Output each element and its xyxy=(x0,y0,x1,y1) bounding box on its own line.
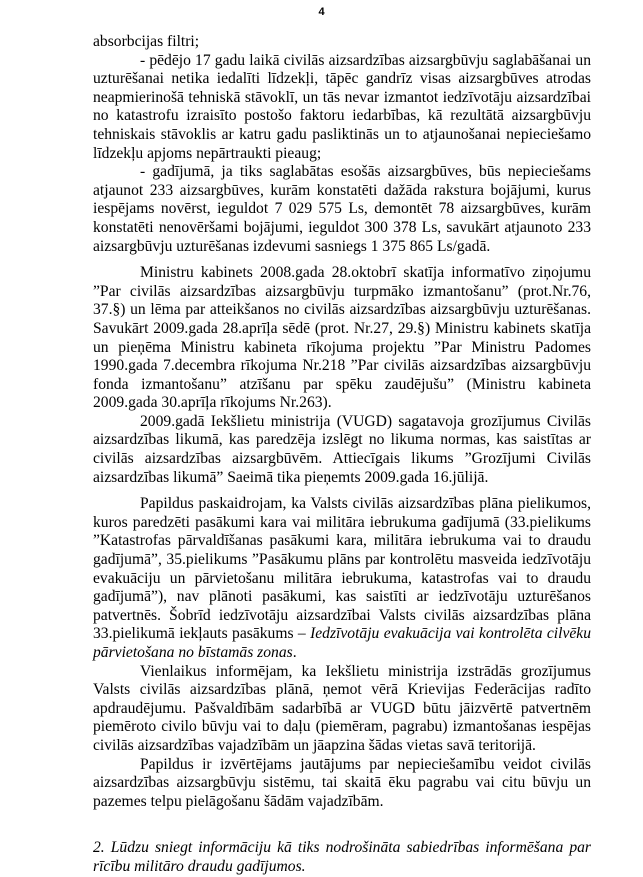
paragraph-end: . xyxy=(292,644,297,661)
emphasized-measure: Iedzīvotāju evakuācija vai kontrolēta cilvēku pārvietošana no bīstamās zonas xyxy=(93,625,592,661)
document-body xyxy=(93,33,591,877)
paragraph-shelter-system: Papildus ir izvērtējams jautājums par nepieciešamību veidot civilās aizsardzības aizsargbūvju sistēmu, tai skaitā ēku pagrabu vai citu būvju un pazemes telpu pielāgošanu šādām vajadzībām. xyxy=(93,755,591,810)
paragraph-text: Papildus paskaidrojam, ka Valsts civilās aizsardzības plāna pielikumos, kuros paredzēti pasākumi kara vai militāra iebrukuma gadījumā (33.pielikums ”Katastrofas pārvaldīšanas pasākumi kara, militāra iebrukuma vai to draudu gadījumā”, 35.pielikums ”Pasākumu plāns par kontrolētu masveida iedzīvotāju evakuāciju un pārvietošanu militāra iebrukuma, katastrofas vai to draudu gadījumā”), nav plānoti pasākumi, kas saistīti ar iedzīvotāju uzturēšanos patvertnēs. Šobrīd iedzīvotāju aizsardzībai Valsts civilās aizsardzības plāna 33.pielikumā iekļauts pasākums – xyxy=(93,495,591,643)
paragraph-costs-bullet: - gadījumā, ja tiks saglabātas esošās aizsargbūves, būs nepieciešams atjaunot 233 aizsargbūves, kurām konstatēti dažāda rakstura bojājumi, kurus iespējams novērst, ieguldot 7 029 575 Ls, demontēt 78 aizsargbūves, kurām konstatēti nenovēršami bojājumi, ieguldot 300 378 Ls, savukārt atjaunoto 233 aizsargbūvju uzturēšanas izdevumi sasniegs 1 375 865 Ls/gadā. xyxy=(93,163,591,255)
paragraph-filters-continuation: absorbcijas filtri; xyxy=(93,33,200,50)
paragraph-law-amendments: 2009.gadā Iekšlietu ministrija (VUGD) sagatavoja grozījumus Civilās aizsardzības likumā, kas paredzēja izslēgt no likuma normas, kas saistītas ar civilās aizsardzības aizsargbūvēm. Attiecīgais likums ”Grozījumi Civilās aizsardzības likumā” Saeimā tika pieņemts 2009.gada 16.jūlijā. xyxy=(93,412,591,486)
question-heading: 2. Lūdzu sniegt informāciju kā tiks nodrošināta sabiedrības informēšana par rīcību militāro draudu gadījumos. xyxy=(93,839,591,875)
paragraph-civil-protection-plan xyxy=(93,495,591,662)
paragraph-funding-bullet: - pēdējo 17 gadu laikā civilās aizsardzības aizsargbūvju saglabāšanai un uzturēšanai netika iedalīti līdzekļi, tāpēc gandrīz visas aizsargbūves atrodas neapmierinošā tehniskā stāvoklī, un tās nevar izmantot iedzīvotāju aizsardzībai no katastrofu izraisīto postošo faktoru iedarbības, kā rezultātā aizsargbūvju tehniskais stāvoklis ar katru gadu pasliktinās un to atjaunošanai nepieciešamo līdzekļu apjoms nepārtraukti pieaug; xyxy=(93,51,591,162)
page-number: 4 xyxy=(318,6,325,18)
paragraph-ministry-amendments: Vienlaikus informējam, ka Iekšlietu ministrija izstrādās grozījumus Valsts civilās aizsardzības plānā, ņemot vērā Krievijas Federācijas radīto apdraudējumu. Pašvaldībām sadarbībā ar VUGD būtu jāizvērtē patvertnēm piemēroto civilo būvju vai to daļu (piemēram, pagrabu) izmantošanas iespējas civilās aizsardzības vajadzībām un jāapzina šādas vietas savā teritorijā. xyxy=(93,662,591,754)
paragraph-cabinet-decision: Ministru kabinets 2008.gada 28.oktobrī skatīja informatīvo ziņojumu ”Par civilās aizsardzības aizsargbūvju turpmāko izmantošanu” (prot.Nr.76, 37.§) un lēma par atteikšanos no civilās aizsardzības aizsargbūvju uzturēšanas. Savukārt 2009.gada 28.aprīļa sēdē (prot. Nr.27, 29.§) Ministru kabinets skatīja un pieņēma Ministru kabineta rīkojuma projektu ”Par Ministru Padomes 1990.gada 7.decembra rīkojuma Nr.218 ”Par civilās aizsardzības aizsargbūvju fonda izmantošanu” atzīšanu par spēku zaudējušu” (Ministru kabineta 2009.gada 30.aprīļa rīkojums Nr.263). xyxy=(93,264,591,412)
